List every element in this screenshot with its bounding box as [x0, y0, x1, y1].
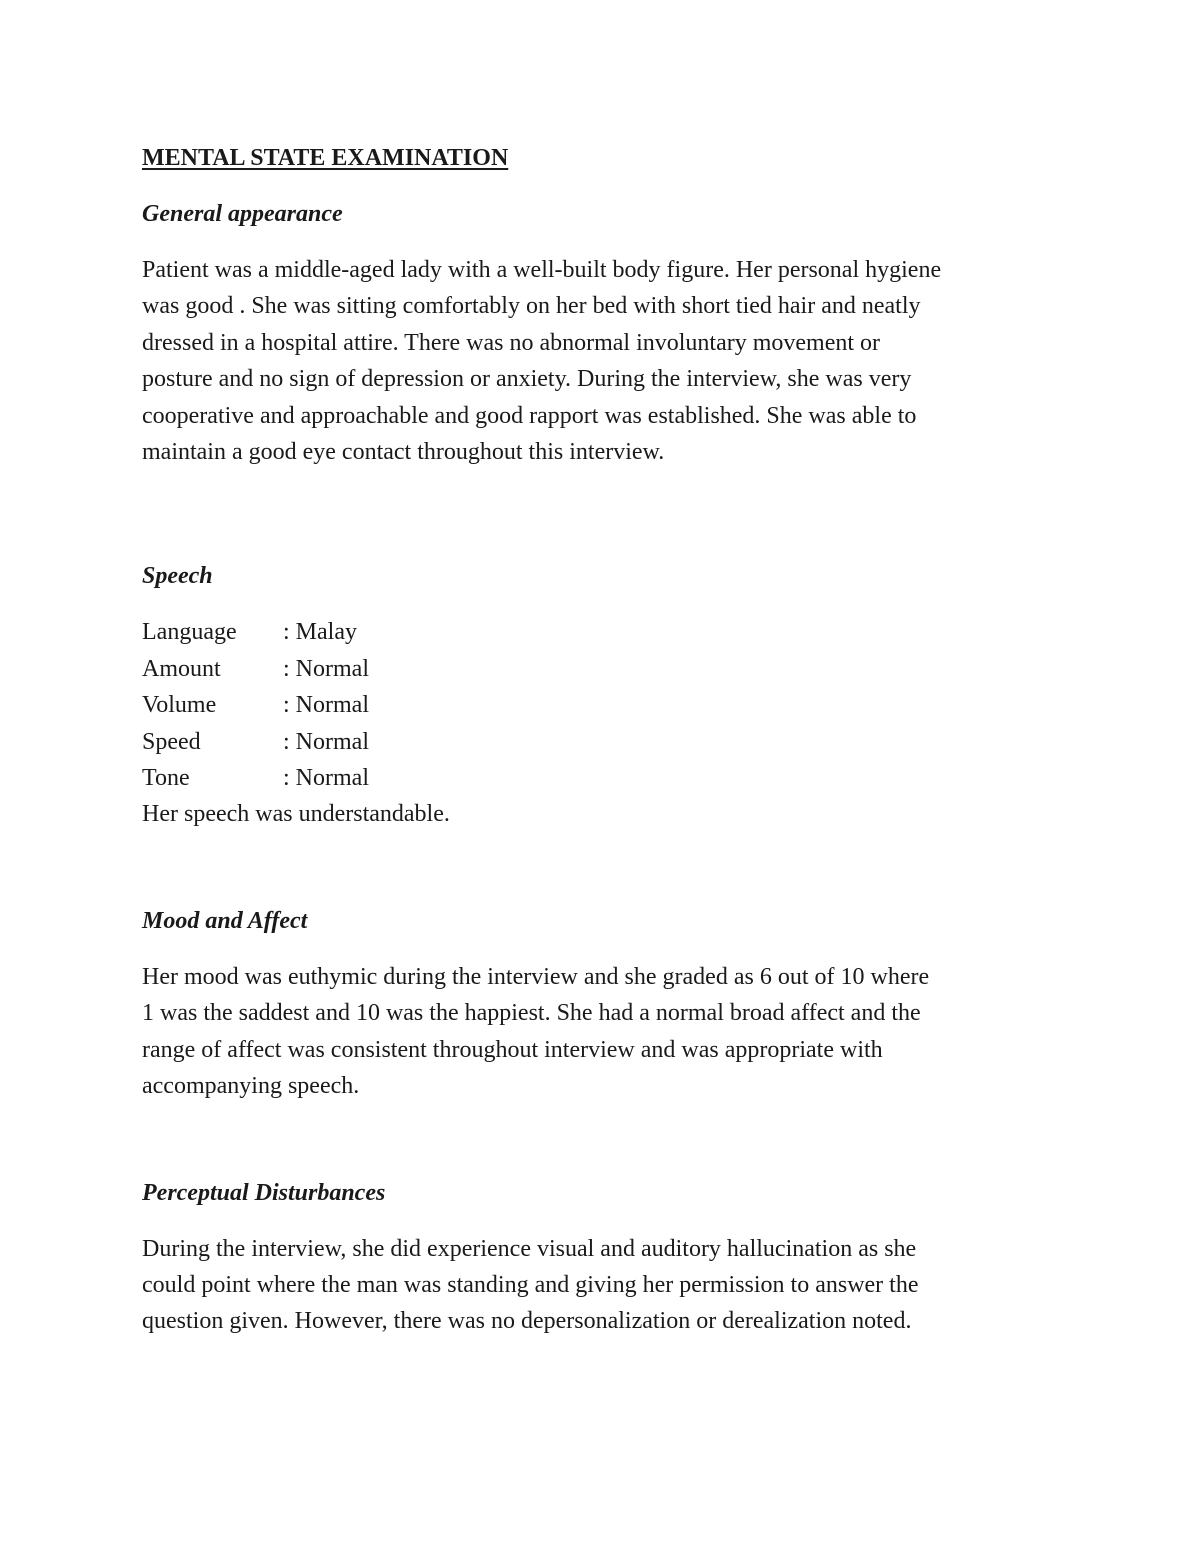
speech-key: Amount — [142, 655, 221, 682]
speech-value: : Malay — [283, 619, 357, 646]
speech-note: Her speech was understandable. — [142, 801, 450, 828]
mood-affect-paragraph — [142, 959, 1072, 1105]
text-line: dressed in a hospital attire. There was no abnormal involuntary movement or — [142, 329, 881, 356]
text-line: question given. However, there was no depersonalization or derealization noted. — [142, 1308, 912, 1335]
speech-row-language — [142, 614, 1072, 650]
text-line: accompanying speech. — [142, 1073, 360, 1100]
speech-key: Tone — [142, 765, 190, 792]
speech-key: Speed — [142, 728, 201, 755]
section-heading-mood-affect: Mood and Affect — [142, 907, 308, 934]
text-line: range of affect was consistent throughout interview and was appropriate with — [142, 1036, 883, 1063]
text-line: 1 was the saddest and 10 was the happiest. She had a normal broad affect and the — [142, 1000, 921, 1027]
speech-key: Volume — [142, 692, 217, 719]
perceptual-disturbances-paragraph — [142, 1231, 1072, 1340]
text-line: could point where the man was standing and giving her permission to answer the — [142, 1271, 919, 1298]
general-appearance-paragraph — [142, 252, 1072, 470]
speech-value: : Normal — [283, 765, 369, 792]
speech-value: : Normal — [283, 692, 369, 719]
text-line: posture and no sign of depression or anxiety. During the interview, she was very — [142, 366, 912, 393]
document-title: MENTAL STATE EXAMINATION — [142, 145, 509, 171]
text-line: Her mood was euthymic during the interview and she graded as 6 out of 10 where — [142, 963, 930, 990]
document-page — [142, 138, 1072, 1340]
speech-key: Language — [142, 619, 237, 646]
section-heading-general-appearance: General appearance — [142, 201, 343, 227]
speech-row-speed — [142, 724, 1072, 760]
speech-value: : Normal — [283, 728, 369, 755]
text-line: During the interview, she did experience visual and auditory hallucination as she — [142, 1235, 917, 1262]
section-heading-speech: Speech — [142, 563, 213, 590]
text-line: cooperative and approachable and good rapport was established. She was able to — [142, 402, 917, 429]
text-line: maintain a good eye contact throughout this interview. — [142, 439, 665, 466]
speech-attributes-list — [142, 614, 1072, 796]
speech-row-volume — [142, 687, 1072, 723]
speech-row-amount — [142, 651, 1072, 687]
text-line: was good . She was sitting comfortably on her bed with short tied hair and neatly — [142, 293, 921, 320]
section-heading-perceptual-disturbances: Perceptual Disturbances — [142, 1179, 386, 1206]
text-line: Patient was a middle-aged lady with a well-built body figure. Her personal hygiene — [142, 257, 942, 283]
speech-row-tone — [142, 760, 1072, 796]
speech-value: : Normal — [283, 655, 369, 682]
